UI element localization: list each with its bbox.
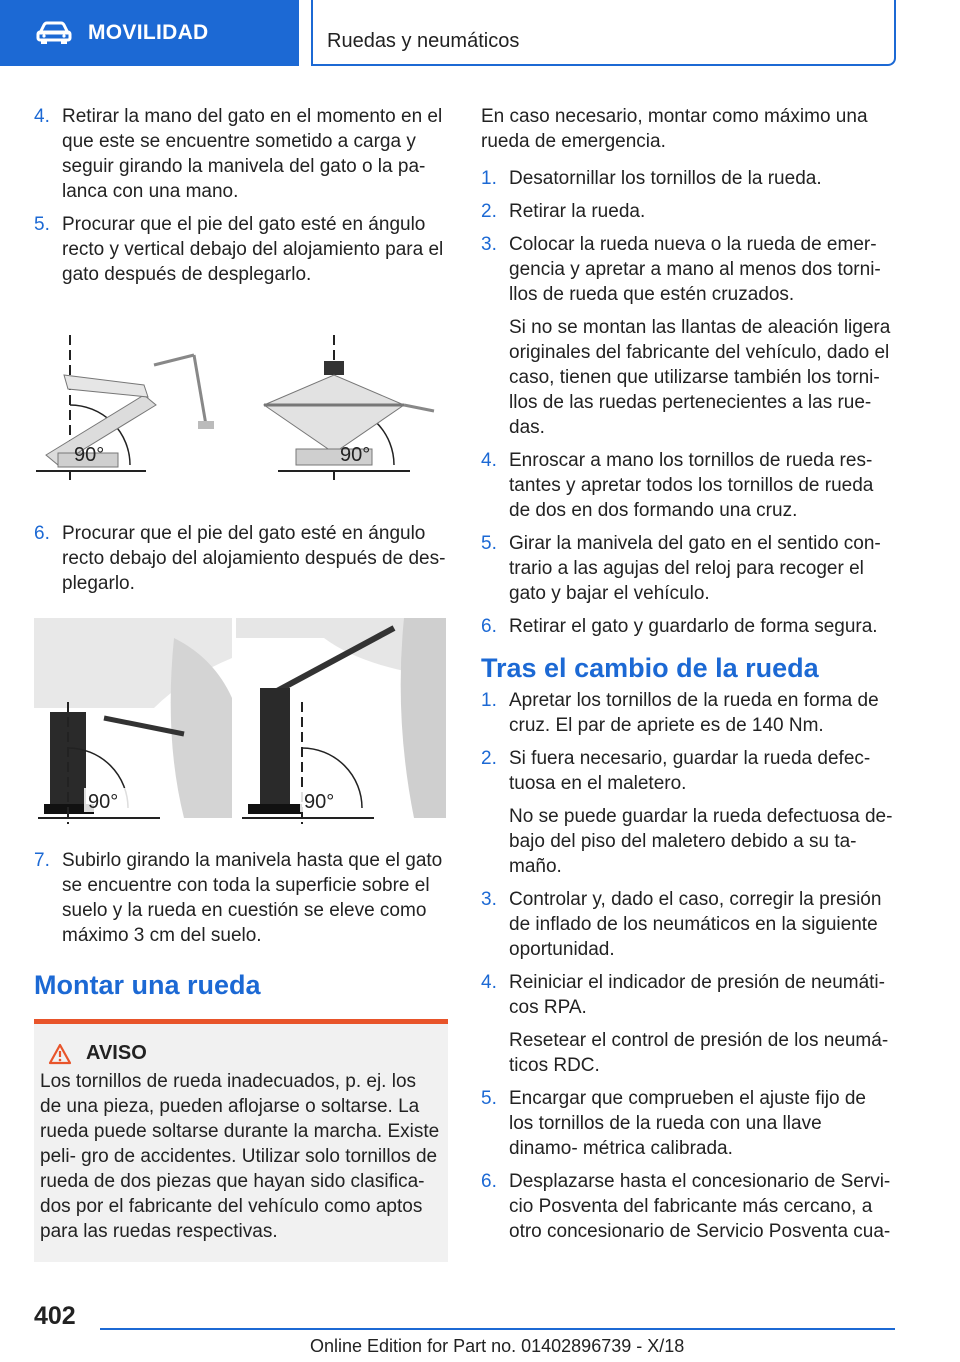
step-item — [481, 887, 895, 962]
step-text: Encargar que comprueben el ajuste fijo de los tornillos de la rueda con una llave dinamo‐ métrica calibrada. — [509, 1088, 867, 1159]
step-item — [481, 448, 895, 523]
step-item — [34, 212, 448, 287]
page-number: 402 — [34, 1302, 76, 1330]
step-number: 5. — [481, 533, 497, 554]
step-number: 3. — [481, 889, 497, 910]
step-text: Girar la manivela del gato en el sentido con‐ trario a las agujas del reloj para recoger el gato y bajar el vehículo. — [509, 533, 881, 604]
footer-divider — [100, 1328, 895, 1330]
intro-paragraph: En caso necesario, montar como máximo una rueda de emergencia. — [481, 106, 868, 152]
step-text: Retirar la rueda. — [509, 201, 646, 222]
page-header — [0, 0, 960, 66]
step-number: 2. — [481, 748, 497, 769]
chapter-tab[interactable] — [0, 0, 299, 66]
right-column — [481, 104, 895, 1252]
step-item — [481, 199, 895, 224]
section-heading-montar: Montar una rueda — [34, 970, 261, 1000]
step-text: Procurar que el pie del gato esté en ángulo recto y vertical debajo del alojamiento para el gato después de desplegarlo. — [62, 214, 444, 285]
warning-label: AVISO — [86, 1042, 147, 1064]
angle-label-1a: 90° — [74, 444, 105, 466]
step-text: Retirar la mano del gato en el momento en el que este se encuentre sometido a carga y seguir girando la manivela del gato o la pa‐ lanca con una mano. — [62, 106, 443, 202]
chapter-label: MOVILIDAD — [88, 21, 209, 44]
note-step-2: No se puede guardar la rueda defectuosa de‐ bajo del piso del maletero debido a su ta‐ maño. — [509, 806, 893, 877]
step-text: Enroscar a mano los tornillos de rueda res‐ tantes y apretar todos los tornillos de rueda de dos en dos formando una cruz. — [509, 450, 874, 521]
step-text: Desatornillar los tornillos de la rueda. — [509, 168, 822, 189]
step-item — [481, 166, 895, 191]
step-text: Procurar que el pie del gato esté en ángulo recto debajo del alojamiento después de des‐ plegarlo. — [62, 523, 446, 594]
step-number: 7. — [34, 850, 50, 871]
note-step-3: Si no se montan las llantas de aleación ligera originales del fabricante del vehículo, dado el caso, tienen que utilizarse también los torni‐ llos de las ruedas pertenecientes a las rue‐ das. — [509, 317, 891, 438]
angle-label-1b: 90° — [340, 444, 371, 466]
step-text: Apretar los tornillos de la rueda en forma de cruz. El par de apriete es de 140 Nm. — [509, 690, 879, 736]
step-number: 3. — [481, 234, 497, 255]
step-number: 6. — [34, 523, 50, 544]
step-item — [481, 531, 895, 606]
step-text: Retirar el gato y guardarlo de forma segura. — [509, 616, 878, 637]
section-heading-tras: Tras el cambio de la rueda — [481, 653, 819, 683]
warning-body: Los tornillos de rueda inadecuados, p. ej. los de una pieza, pueden aflojarse o soltarse. La rueda puede soltarse durante la marcha. Existe peli‐ gro de accidentes. Utilizar solo tornillos de rueda de dos piezas que hayan sido clasifica‐ dos por el fabricante del vehículo como aptos para las ruedas respectivas. — [40, 1071, 440, 1242]
left-column — [34, 104, 448, 1262]
step-number: 1. — [481, 168, 497, 189]
step-item — [481, 1086, 895, 1161]
step-text: Si fuera necesario, guardar la rueda defec‐ tuosa en el maletero. — [509, 748, 871, 794]
step-item — [34, 521, 448, 596]
step-number: 6. — [481, 1171, 497, 1192]
step-number: 1. — [481, 690, 497, 711]
angle-label-2b: 90° — [304, 791, 335, 813]
step-number: 5. — [481, 1088, 497, 1109]
footer-edition: Online Edition for Part no. 01402896739 - X/18 — [310, 1336, 685, 1356]
step-number: 5. — [34, 214, 50, 235]
step-item — [481, 232, 895, 307]
step-number: 6. — [481, 616, 497, 637]
step-text: Controlar y, dado el caso, corregir la presión de inflado de los neumáticos en la siguiente oportunidad. — [509, 889, 882, 960]
step-item — [34, 104, 448, 204]
step-number: 4. — [34, 106, 50, 127]
jack-angle-figure-1 — [34, 335, 448, 485]
step-number: 2. — [481, 201, 497, 222]
jack-diagram-1 — [34, 335, 448, 485]
step-item — [481, 1169, 895, 1244]
note-step-4: Resetear el control de presión de los neumá‐ ticos RDC. — [509, 1030, 889, 1076]
step-item — [481, 746, 895, 796]
step-item — [481, 970, 895, 1020]
step-text: Reiniciar el indicador de presión de neumáti‐ cos RPA. — [509, 972, 885, 1018]
warning-icon — [48, 1043, 72, 1065]
step-text: Colocar la rueda nueva o la rueda de emer‐ gencia y apretar a mano al menos dos torni‐ llos de rueda que estén cruzados. — [509, 234, 881, 305]
step-text: Desplazarse hasta el concesionario de Servi‐ cio Posventa del fabricante más cercano, a otro concesionario de Servicio Posventa cua‐ — [509, 1171, 891, 1242]
step-item — [481, 614, 895, 639]
section-title: Ruedas y neumáticos — [327, 30, 520, 52]
warning-box — [34, 1019, 448, 1262]
car-icon — [36, 21, 72, 45]
step-number: 4. — [481, 450, 497, 471]
section-title-box — [311, 0, 896, 66]
step-text: Subirlo girando la manivela hasta que el gato se encuentre con toda la superficie sobre el suelo y la rueda en cuestión se eleve como máximo 3 cm del suelo. — [62, 850, 443, 946]
jack-angle-figure-2 — [34, 618, 448, 824]
step-item — [34, 848, 448, 948]
angle-label-2a: 90° — [88, 791, 119, 813]
jack-photo-diagram-2 — [34, 618, 448, 824]
step-number: 4. — [481, 972, 497, 993]
warning-title — [40, 1042, 440, 1065]
step-item — [481, 688, 895, 738]
